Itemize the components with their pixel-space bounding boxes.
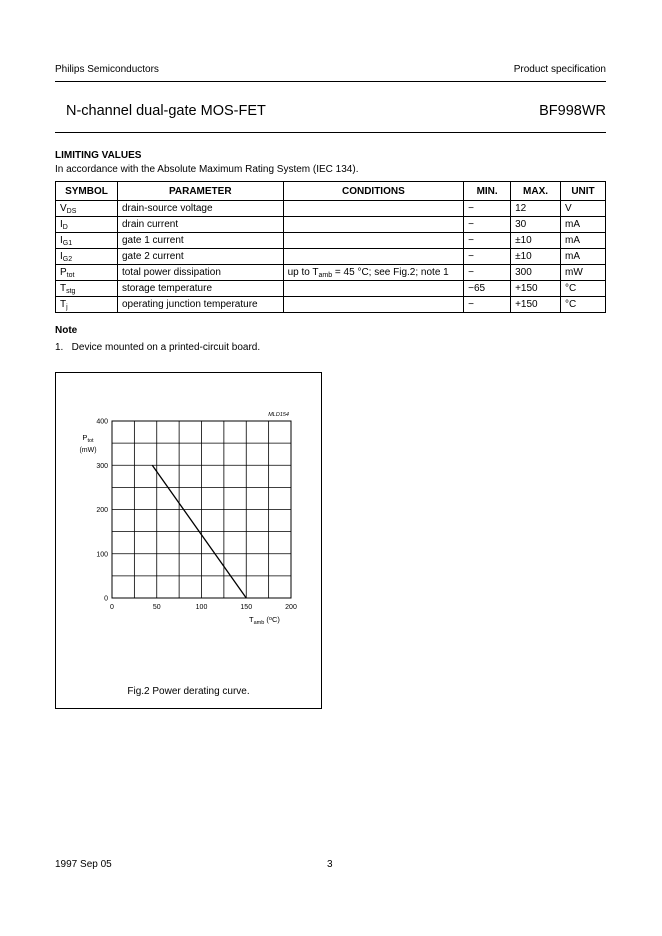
limiting-values-table: [55, 181, 606, 313]
max-cell: +150: [511, 297, 561, 313]
part-number: BF998WR: [539, 103, 606, 119]
figure-code: MLD154: [268, 412, 289, 418]
x-tick-label: 50: [152, 604, 161, 611]
min-cell: −: [464, 201, 511, 217]
min-cell: −: [464, 265, 511, 281]
title-rule: [55, 132, 606, 133]
symbol-subscript: G1: [62, 240, 73, 247]
min-cell: −65: [464, 281, 511, 297]
unit-cell: mW: [561, 265, 606, 281]
conditions-text: up to T: [287, 267, 319, 278]
max-cell: ±10: [511, 233, 561, 249]
parameter-cell: drain-source voltage: [117, 201, 283, 217]
parameter-cell: drain current: [117, 217, 283, 233]
max-cell: 300: [511, 265, 561, 281]
symbol-main: T: [60, 299, 67, 310]
conditions-cell: [283, 249, 464, 265]
section-heading: LIMITING VALUES: [55, 150, 142, 161]
symbol-cell: [56, 217, 118, 233]
parameter-cell: storage temperature: [117, 281, 283, 297]
symbol-main: I: [60, 219, 63, 230]
table-row: [56, 281, 606, 297]
section-intro: In accordance with the Absolute Maximum Rating System (IEC 134).: [55, 164, 359, 175]
max-cell: 12: [511, 201, 561, 217]
y-tick-label: 0: [104, 595, 108, 603]
x-tick-label: 0: [110, 604, 114, 611]
table-row: [56, 217, 606, 233]
conditions-cell: [283, 297, 464, 313]
max-cell: +150: [511, 281, 561, 297]
page-number: 3: [327, 859, 333, 870]
document-type: Product specification: [513, 64, 606, 75]
y-axis-label: [82, 433, 94, 444]
x-axis-label-unit: (: [264, 615, 269, 624]
conditions-cell: [283, 281, 464, 297]
symbol-cell: [56, 265, 118, 281]
conditions-cell: [283, 217, 464, 233]
page-title: N-channel dual-gate MOS-FET: [66, 103, 266, 119]
symbol-main: P: [60, 267, 67, 278]
parameter-cell: total power dissipation: [117, 265, 283, 281]
x-axis-label-main: T: [249, 615, 254, 624]
y-axis-unit: (mW): [79, 447, 97, 454]
figure-frame: [55, 372, 322, 709]
symbol-cell: [56, 201, 118, 217]
symbol-cell: [56, 281, 118, 297]
power-derating-chart: [56, 373, 321, 708]
x-axis-label-subscript: amb: [253, 620, 265, 626]
column-header: MAX.: [511, 182, 561, 201]
conditions-cell: [283, 233, 464, 249]
table-row: [56, 297, 606, 313]
symbol-subscript: G2: [62, 256, 73, 263]
unit-cell: °C: [561, 297, 606, 313]
note-heading: Note: [55, 325, 78, 336]
symbol-main: I: [60, 235, 63, 246]
symbol-main: I: [60, 251, 63, 262]
symbol-subscript: DS: [66, 208, 77, 215]
table-row: [56, 233, 606, 249]
parameter-cell: operating junction temperature: [117, 297, 283, 313]
unit-cell: V: [561, 201, 606, 217]
conditions-cell: [283, 265, 464, 281]
table-row: [56, 265, 606, 281]
parameter-cell: gate 1 current: [117, 233, 283, 249]
y-axis-label-main: P: [82, 433, 88, 442]
max-cell: 30: [511, 217, 561, 233]
x-axis-label-unit-end: C): [271, 615, 280, 624]
y-axis-label-subscript: tot: [87, 438, 94, 444]
note-item: 1. Device mounted on a printed-circuit board.: [55, 342, 261, 353]
max-cell: ±10: [511, 249, 561, 265]
unit-cell: mA: [561, 249, 606, 265]
unit-cell: °C: [561, 281, 606, 297]
unit-cell: mA: [561, 233, 606, 249]
column-header: CONDITIONS: [283, 182, 464, 201]
column-header: PARAMETER: [117, 182, 283, 201]
header-rule: [55, 81, 606, 82]
symbol-subscript: D: [62, 224, 68, 231]
min-cell: −: [464, 233, 511, 249]
symbol-cell: [56, 233, 118, 249]
symbol-main: V: [60, 203, 67, 214]
symbol-main: T: [60, 283, 67, 294]
y-tick-label: 300: [96, 462, 108, 470]
unit-cell: mA: [561, 217, 606, 233]
x-axis-label-superscript: o: [268, 616, 272, 622]
symbol-cell: [56, 297, 118, 313]
y-tick-label: 400: [96, 418, 108, 426]
symbol-subscript: j: [66, 304, 68, 311]
x-tick-label: 200: [285, 604, 297, 611]
x-axis-label: [249, 615, 280, 626]
parameter-cell: gate 2 current: [117, 249, 283, 265]
company-name: Philips Semiconductors: [55, 64, 159, 75]
column-header: UNIT: [561, 182, 606, 201]
column-header: MIN.: [464, 182, 511, 201]
min-cell: −: [464, 297, 511, 313]
figure-caption: Fig.2 Power derating curve.: [127, 686, 250, 697]
footer-date: 1997 Sep 05: [55, 859, 112, 870]
conditions-subscript: amb: [318, 272, 333, 279]
x-tick-label: 100: [195, 604, 208, 611]
min-cell: −: [464, 249, 511, 265]
conditions-text-end: = 45 °C; see Fig.2; note 1: [332, 267, 449, 278]
table-header-row: [56, 182, 606, 201]
table-row: [56, 201, 606, 217]
table-row: [56, 249, 606, 265]
symbol-cell: [56, 249, 118, 265]
x-tick-label: 150: [240, 604, 253, 611]
min-cell: −: [464, 217, 511, 233]
conditions-cell: [283, 201, 464, 217]
y-tick-label: 200: [96, 507, 108, 514]
symbol-subscript: tot: [66, 272, 75, 279]
symbol-subscript: stg: [66, 288, 76, 295]
column-header: SYMBOL: [56, 182, 118, 201]
y-tick-label: 100: [96, 551, 108, 559]
